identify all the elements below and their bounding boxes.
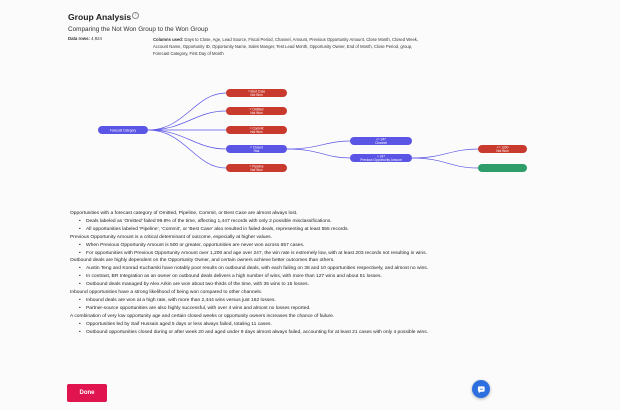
finding-bullet: • Inbound deals are won at a high rate, with more than 2,444 wins versus just 162 losses. [70, 297, 530, 305]
tree-node-age-gt-247[interactable] [350, 154, 412, 162]
done-button[interactable]: Done [67, 384, 107, 402]
finding-bullet: • Outbound deals managed by Alex Arkin are won about two-thirds of the time, with 35 wins to 15 losses. [70, 281, 530, 289]
tree-leaf-gt-1200[interactable] [478, 164, 527, 172]
columns-used-value: Days to Close, Age, Lead Source, Fiscal Period, Channel, Amount, Previous Opportunity Amount, Close Month, Closed Week, Account Name, Opportunity ID, Opportunity Name, Sales Manger, Test Lead Month, Opportunity Owner, End of Month, Close Period, group, Forecast Category, First Day of Month [153, 37, 419, 56]
finding-bullet: • Partner-source opportunities are also highly successful, with over 4 wins and almost no losses reported. [70, 305, 530, 313]
data-rows-label: Data rows: [68, 36, 90, 41]
findings-list [70, 210, 530, 337]
finding-bullet: • All opportunities labeled 'Pipeline', 'Commit', or 'Best Case' also resulted in failed deals, representing at least 555 records. [70, 226, 530, 234]
columns-used-label: Columns used: [153, 37, 184, 42]
info-icon[interactable]: ? [132, 12, 139, 19]
tree-node-root[interactable] [98, 126, 148, 134]
svg-text:= Best Case: = Best Case [247, 89, 266, 94]
finding-bullet: • Austin Teng and Konrad Kucharski have notably poor results on outbound deals, with each failing on 38 and 10 opportunities respectively, and almost no wins. [70, 265, 530, 273]
tree-node-omitted[interactable] [226, 107, 287, 115]
finding-heading: Opportunities with a forecast category of Omitted, Pipeline, Commit, or Best Case are almost always lost. [70, 211, 298, 216]
chat-assistant-button[interactable] [472, 380, 490, 398]
data-rows-value: 4,924 [91, 36, 102, 41]
finding-heading: Outbound deals are highly dependent on the Opportunity Owner, and certain owners achieve better outcomes than others. [70, 258, 335, 264]
svg-text:Previous Opportunity Amount: Previous Opportunity Amount [360, 157, 402, 162]
finding-bullet: • In contrast, BR Integration as an owner on outbound deals delivers a high number of wins, with more than 127 wins and about 51 losses. [70, 273, 530, 281]
tree-node-commit[interactable] [226, 126, 287, 134]
svg-text:Not Won: Not Won [250, 167, 263, 172]
finding-heading: A combination of very low opportunity age and certain closed weeks or opportunity owners increases the chance of failure. [70, 313, 335, 319]
finding-bullet: • Deals labeled as 'Omitted' failed 99.8% of the time, affecting 1,447 records with only 2 possible misclassifications. [70, 218, 530, 226]
svg-text:= Closed: = Closed [250, 145, 263, 150]
finding-bullet: • Opportunities led by Saif Hussain aged 5 days or less always failed, totaling 11 cases. [70, 321, 530, 329]
svg-text:Not Won: Not Won [250, 92, 263, 97]
svg-text:<= 1200: <= 1200 [496, 145, 509, 150]
tree-node-age-le-247[interactable] [350, 137, 412, 145]
subtitle-text: Comparing the Not Won Group to the Won Group [68, 26, 209, 33]
tree-edges [148, 93, 478, 168]
tree-node-pipeline[interactable] [226, 164, 287, 172]
svg-text:> 247: > 247 [376, 154, 386, 159]
chat-assistant-icon [477, 385, 486, 394]
finding-heading: Inbound opportunities have a strong likelihood of being won compared to other channels. [70, 290, 263, 296]
finding-bullet: • When Previous Opportunity Amount is 500 or greater, opportunities are never won across 657 cases. [70, 242, 530, 250]
svg-text:Not Won: Not Won [496, 148, 509, 153]
svg-text:Channel: Channel [375, 140, 387, 145]
finding-bullet: • For opportunities with Previous Opportunity Amount over 1,200 and age over 247, the win rate is extremely low, with at least 203 records not resulting in wins. [70, 250, 530, 258]
svg-text:= Commit: = Commit [249, 126, 264, 131]
finding-heading: Previous Opportunity Amount is a critical determinant of outcome, especially at higher values. [70, 234, 272, 240]
svg-text:<= 247: <= 247 [376, 137, 386, 142]
page-title: Group Analysis [68, 12, 132, 22]
tree-node-closed[interactable] [226, 145, 287, 153]
svg-text:Not Won: Not Won [250, 129, 263, 134]
svg-text:= Omitted: = Omitted [249, 107, 264, 112]
svg-text:= Pipeline: = Pipeline [249, 164, 264, 169]
tree-node-best-case[interactable] [226, 89, 287, 97]
svg-text:Not Won: Not Won [250, 110, 263, 115]
svg-text:Has: Has [253, 148, 260, 153]
svg-text:Forecast Category: Forecast Category [109, 128, 137, 133]
tree-leaf-le-1200[interactable] [478, 145, 527, 153]
finding-bullet: • Outbound opportunities closed during or after week 20 and aged under 9 days almost always failed, accounting for at least 21 cases with only 4 possible wins. [70, 329, 530, 337]
